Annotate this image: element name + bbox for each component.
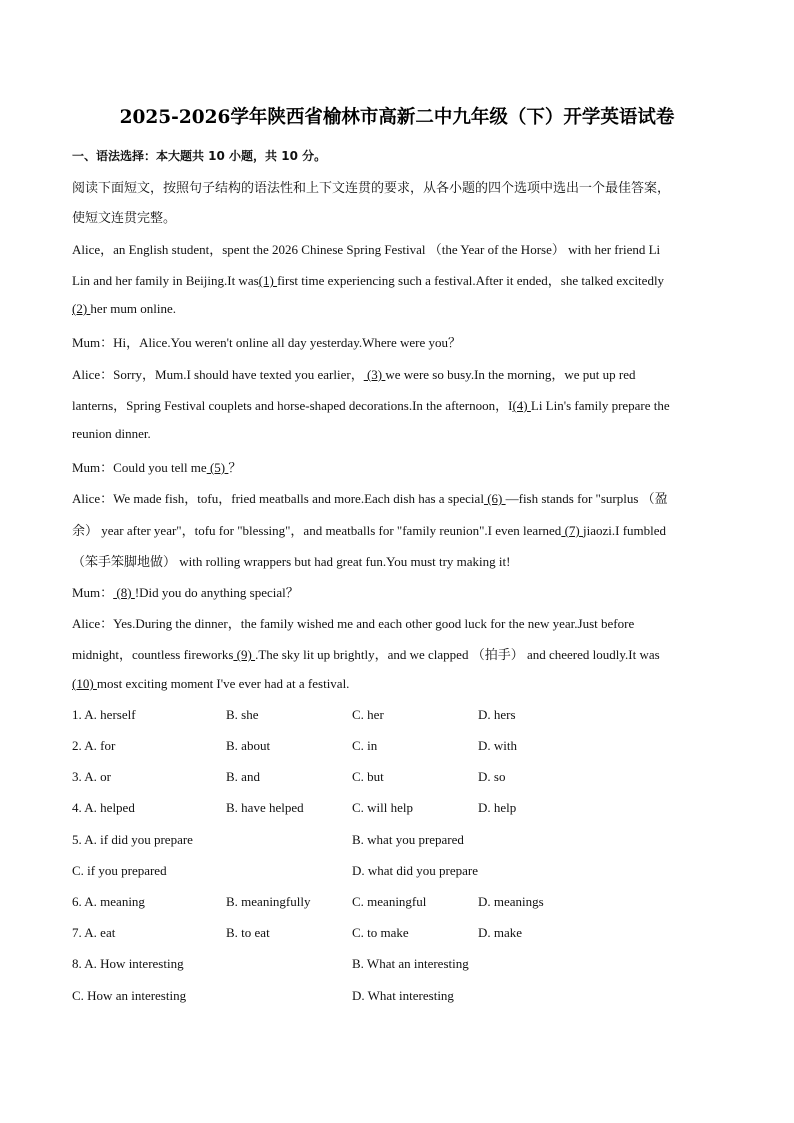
blank-7: (7): [561, 523, 583, 538]
option-c[interactable]: C. How an interesting: [72, 988, 187, 1003]
option-d[interactable]: D. what did you prepare: [352, 863, 478, 878]
blank-4: (4): [512, 398, 531, 413]
option-d[interactable]: D. so: [478, 769, 506, 784]
blank-10: (10): [72, 676, 97, 691]
option-b[interactable]: B. have helped: [226, 800, 304, 815]
section-heading: 一、语法选择：本大题共 10 小题，共 10 分。: [72, 149, 327, 163]
option-b[interactable]: B. what you prepared: [352, 832, 464, 847]
passage-text: first time experiencing such a festival.After it ended，she talked excitedly: [277, 273, 665, 288]
option-d[interactable]: D. What interesting: [352, 988, 454, 1003]
passage-text: her mum online.: [90, 301, 176, 316]
option-a[interactable]: 3. A. or: [72, 769, 111, 784]
blank-2: (2): [72, 301, 91, 316]
passage-text: jiaozi.I fumbled: [582, 523, 667, 538]
passage-line: Mum：Hi，Alice.You weren't online all day yesterday.Where were you？: [72, 335, 461, 350]
option-a[interactable]: 4. A. helped: [72, 800, 135, 815]
option-d[interactable]: D. meanings: [478, 894, 544, 909]
passage-line: [72, 488, 668, 507]
blank-5: (5): [206, 460, 229, 475]
option-a[interactable]: 6. A. meaning: [72, 894, 145, 909]
passage-line: reunion dinner.: [72, 426, 151, 441]
passage-line: （笨手笨脚地做） with rolling wrappers but had great fun.You must try making it!: [72, 554, 511, 569]
option-c[interactable]: C. will help: [352, 800, 414, 815]
option-c[interactable]: C. meaningful: [352, 894, 427, 909]
passage-line: [72, 644, 660, 663]
option-c[interactable]: C. but: [352, 769, 384, 784]
page-title: 2025-2026学年陕西省榆林市高新二中九年级（下）开学英语试卷: [119, 107, 675, 128]
passage-text: Mum：: [72, 585, 114, 600]
option-c[interactable]: C. to make: [352, 925, 409, 940]
option-d[interactable]: D. hers: [478, 707, 516, 722]
passage-line: Alice，an English student，spent the 2026 Chinese Spring Festival （the Year of the Horse） with her friend Li: [72, 242, 661, 257]
passage-text: ？: [228, 460, 242, 475]
option-a[interactable]: 2. A. for: [72, 738, 116, 753]
passage-text: Alice：Sorry，Mum.I should have texted you earlier，: [72, 367, 364, 382]
option-b[interactable]: B. about: [226, 738, 271, 753]
option-c[interactable]: C. in: [352, 738, 378, 753]
option-d[interactable]: D. make: [478, 925, 523, 940]
passage-line: Alice：Yes.During the dinner，the family wished me and each other good luck for the new year.Just before: [72, 616, 635, 631]
option-b[interactable]: B. to eat: [226, 925, 270, 940]
passage-text: midnight，countless fireworks: [72, 647, 234, 662]
passage-text: .The sky lit up brightly，and we clapped （拍手） and cheered loudly.It was: [255, 647, 660, 662]
passage-text: Lin and her family in Beijing.It was: [72, 273, 259, 288]
option-a[interactable]: 8. A. How interesting: [72, 956, 184, 971]
instruction-line-1: 阅读下面短文，按照句子结构的语法性和上下文连贯的要求，从各小题的四个选项中选出一个最佳答案，: [72, 181, 671, 196]
passage-line: [72, 520, 666, 539]
passage-text: most exciting moment I've ever had at a festival.: [96, 676, 350, 691]
passage-text: 余） year after year"，tofu for "blessing"，and meatballs for "family reunion".I even learned: [72, 523, 562, 538]
passage-text: !Did you do anything special？: [134, 585, 299, 600]
option-c[interactable]: C. if you prepared: [72, 863, 167, 878]
option-a[interactable]: 5. A. if did you prepare: [72, 832, 193, 847]
option-c[interactable]: C. her: [352, 707, 384, 722]
passage-line: [72, 395, 670, 414]
passage-line: [72, 301, 176, 317]
option-d[interactable]: D. help: [478, 800, 517, 815]
option-b[interactable]: B. she: [226, 707, 259, 722]
option-a[interactable]: 7. A. eat: [72, 925, 116, 940]
instruction-line-2: 使短文连贯完整。: [72, 211, 177, 226]
passage-text: Alice：We made fish，tofu，fried meatballs and more.Each dish has a special: [72, 491, 484, 506]
option-d[interactable]: D. with: [478, 738, 517, 753]
passage-line: [72, 457, 241, 476]
passage-text: lanterns，Spring Festival couplets and horse-shaped decorations.In the afternoon，I: [72, 398, 513, 413]
option-b[interactable]: B. meaningfully: [226, 894, 311, 909]
blank-1: (1): [258, 273, 278, 288]
option-b[interactable]: B. What an interesting: [352, 956, 469, 971]
passage-line: [72, 364, 635, 383]
blank-8: (8): [113, 585, 135, 600]
passage-text: —fish stands for "surplus （盈: [505, 491, 668, 506]
passage-line: [72, 676, 349, 692]
option-b[interactable]: B. and: [226, 769, 260, 784]
passage-text: Li Lin's family prepare the: [530, 398, 670, 413]
passage-line: [72, 582, 299, 601]
passage-text: Mum：Could you tell me: [72, 460, 207, 475]
blank-3: (3): [363, 367, 386, 382]
blank-9: (9): [233, 647, 256, 662]
blank-6: (6): [483, 491, 506, 506]
passage-text: we were so busy.In the morning，we put up red: [385, 367, 636, 382]
option-a[interactable]: 1. A. herself: [72, 707, 136, 722]
passage-line: [72, 270, 664, 289]
